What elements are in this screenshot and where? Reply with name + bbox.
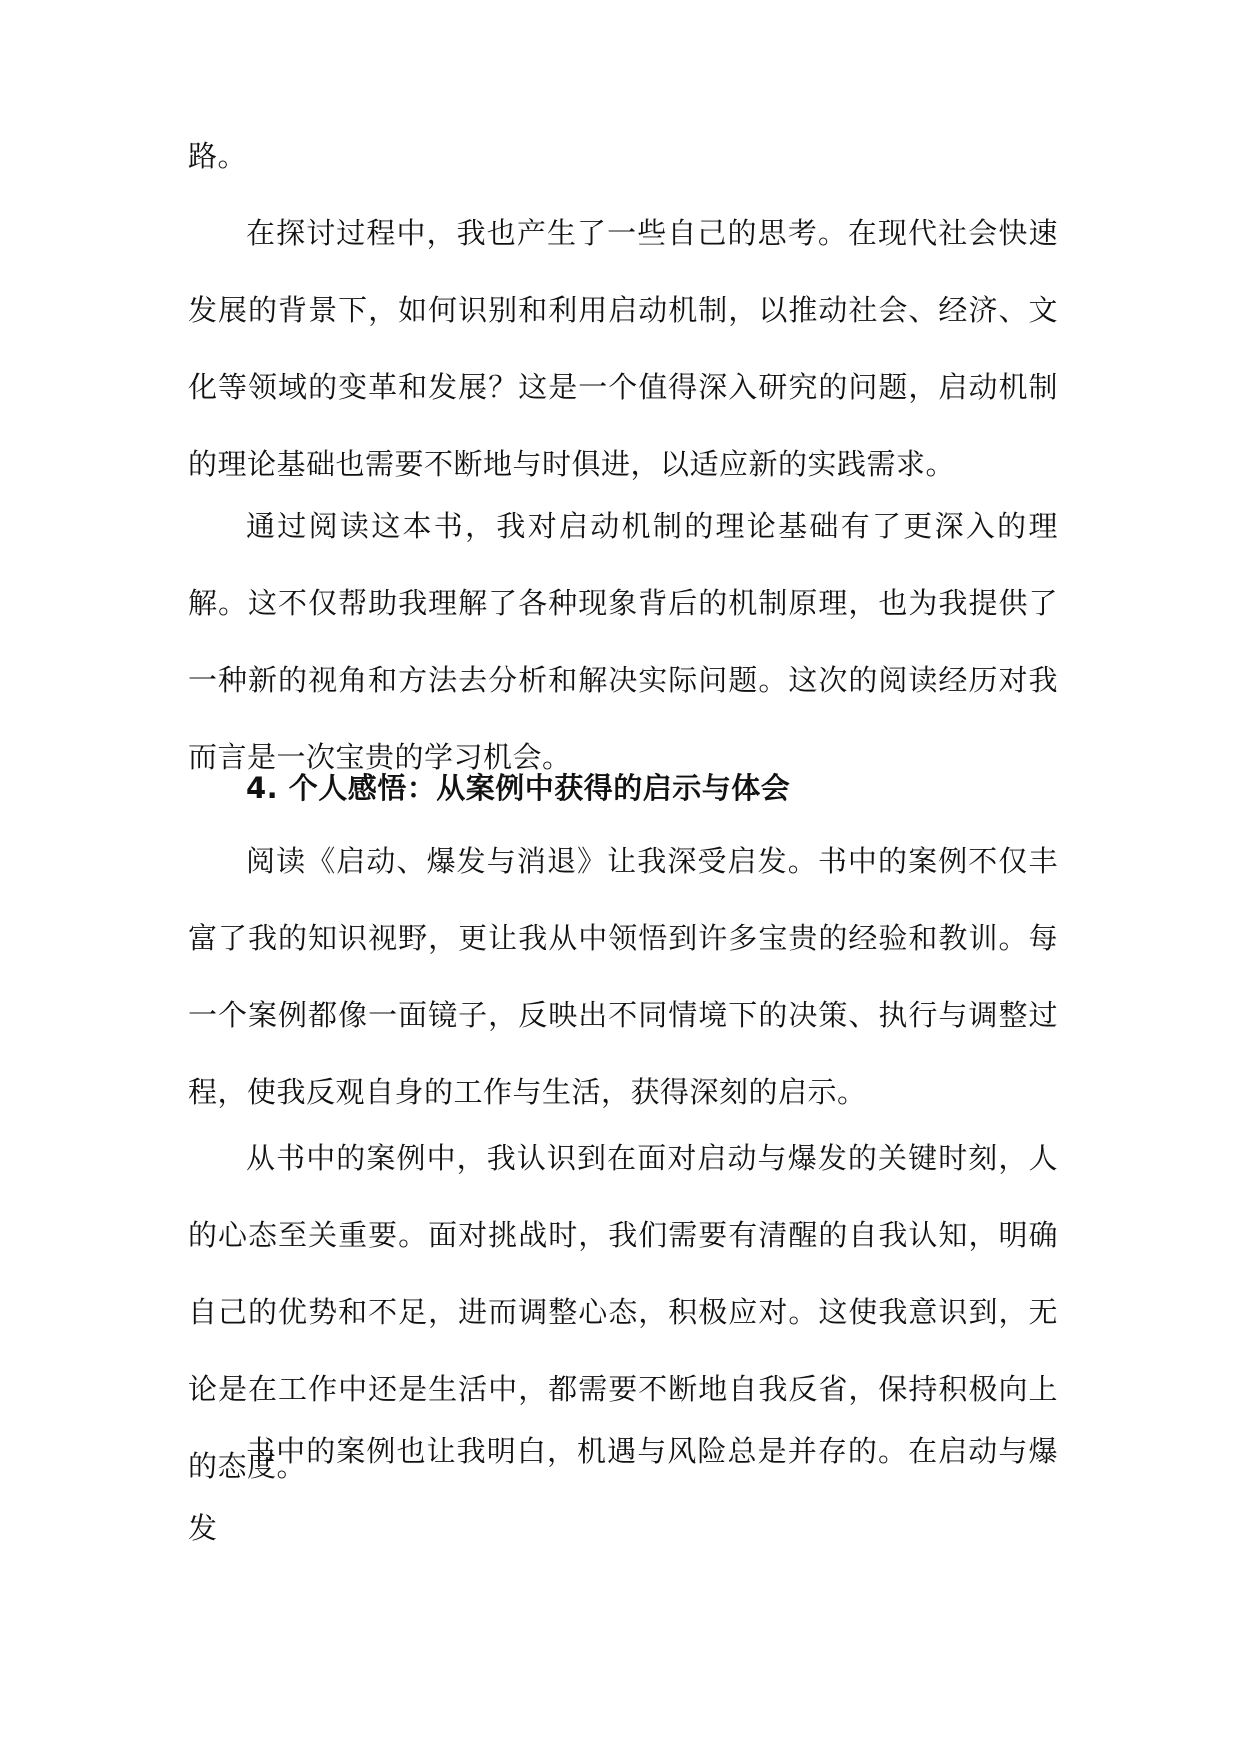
paragraph-inspiration: 阅读《启动、爆发与消退》让我深受启发。书中的案例不仅丰富了我的知识视野，更让我从中领悟到许多宝贵的经验和教训。每一个案例都像一面镜子，反映出不同情境下的决策、执行与调整过程，使我反观自身的工作与生活，获得深刻的启示。 <box>188 844 1058 1109</box>
paragraph-opportunity: 书中的案例也让我明白，机遇与风险总是并存的。在启动与爆发 <box>188 1434 1058 1545</box>
paragraph-thinking: 在探讨过程中，我也产生了一些自己的思考。在现代社会快速发展的背景下，如何识别和利用启动机制，以推动社会、经济、文化等领域的变革和发展？这是一个值得深入研究的问题，启动机制的理论基础也需要不断地与时俱进，以适应新的实践需求。 <box>188 216 1058 481</box>
section-heading: 4. 个人感悟：从案例中获得的启示与体会 <box>246 771 791 805</box>
paragraph-continuation: 路。 <box>188 139 248 173</box>
paragraph-mindset: 从书中的案例中，我认识到在面对启动与爆发的关键时刻，人的心态至关重要。面对挑战时，我们需要有清醒的自我认知，明确自己的优势和不足，进而调整心态，积极应对。这使我意识到，无论是在工作中还是生活中，都需要不断地自我反省，保持积极向上的态度。 <box>188 1141 1058 1483</box>
paragraph-understanding: 通过阅读这本书，我对启动机制的理论基础有了更深入的理解。这不仅帮助我理解了各种现象背后的机制原理，也为我提供了一种新的视角和方法去分析和解决实际问题。这次的阅读经历对我而言是一次宝贵的学习机会。 <box>188 509 1058 774</box>
